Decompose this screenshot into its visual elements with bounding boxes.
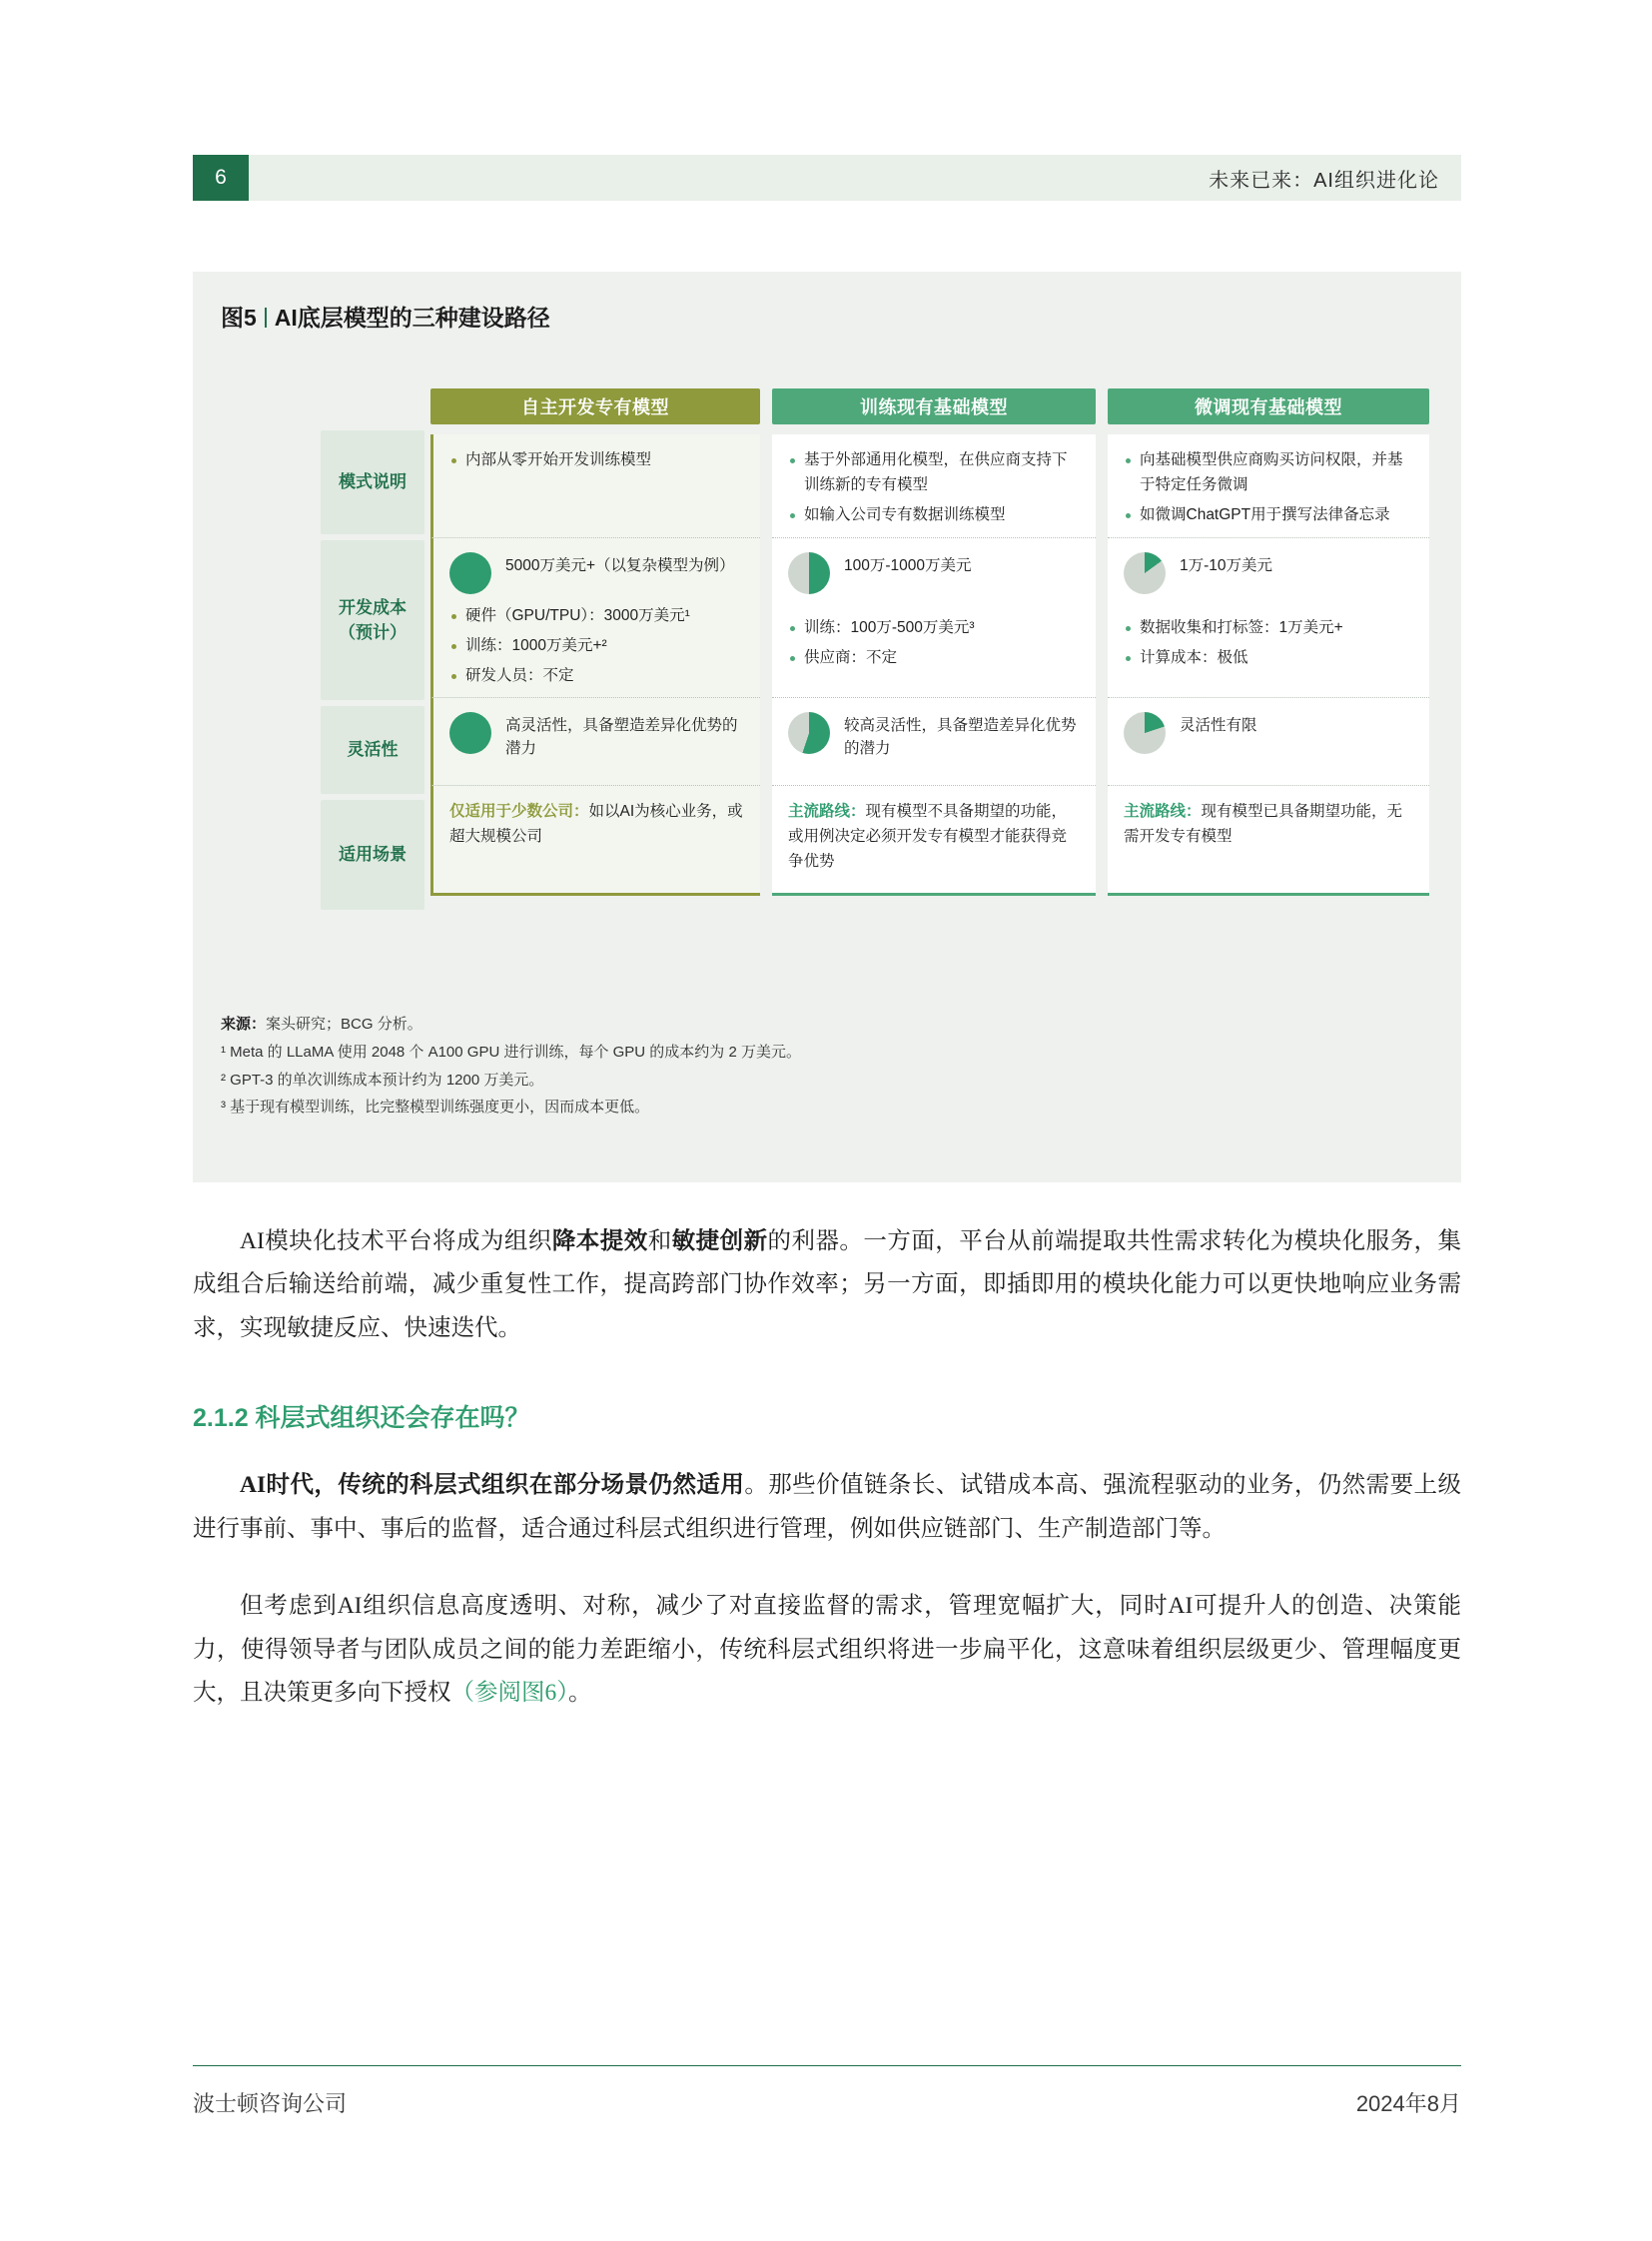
bullet: 数据收集和打标签：1万美元+ [1124,616,1413,641]
flex-label-2: 较高灵活性，具备塑造差异化优势的潜力 [844,717,1077,758]
row-label-scenario: 适用场景 [321,800,424,910]
section-heading: 2.1.2 科层式组织还会存在吗？ [193,1404,530,1433]
cell-description-2 [772,434,1096,538]
pie-chart-icon [1124,712,1166,754]
page-number: 6 [193,155,249,201]
table-body [430,434,1429,896]
row-label-column [321,388,424,916]
pie-chart-icon [449,552,491,594]
cell-cost-2 [772,538,1096,698]
caption-divider [265,308,267,328]
scenario-lead-3: 主流路线： [1124,803,1202,820]
row-label-cost: 开发成本 （预计） [321,540,424,700]
source-text: 案头研究；BCG 分析。 [266,1016,422,1033]
footer-date: 2024年8月 [1355,2091,1461,2116]
cell-flexibility-3 [1108,698,1429,786]
row-label-spacer [321,388,424,424]
cell-description-1 [430,434,760,538]
figure-table [339,388,1429,958]
bullet: 如微调ChatGPT用于撰写法律备忘录 [1124,503,1413,528]
p3-pre: 但考虑到AI组织信息高度透明、对称，减少了对直接监督的需求，管理宽幅扩大，同时AI可提升人的创造、决策能力，使得领导者与团队成员之间的能力差距缩小，传统科层式组织将进一步扁平化，这意味着组织层级更少、管理幅度更大，且决策更多向下授权 [193,1593,1461,1707]
cost-pie-label-1: 5000万美元+（以复杂模型为例） [505,557,735,574]
bullet: 研发人员：不定 [449,664,744,689]
pie-chart-icon [449,712,491,754]
cell-cost-1 [430,538,760,698]
scenario-text-2: 现有模型不具备期望的功能，或用例决定必须开发专有模型才能获得竞争优势 [788,803,1068,870]
figure-label: 图5 [221,305,257,331]
column-header-3: 微调现有基础模型 [1108,388,1429,424]
footnote-2: ² GPT-3 的单次训练成本预计约为 1200 万美元。 [221,1071,544,1089]
source-label: 来源： [221,1016,267,1033]
table-row [430,698,1429,786]
bullet: 内部从零开始开发训练模型 [449,448,744,473]
cell-cost-3 [1108,538,1429,698]
flex-label-3: 灵活性有限 [1180,717,1257,734]
figure-panel [193,272,1461,1182]
p2-post: 。那些价值链条长、试错成本高、强流程驱动的业务，仍然需要上级进行事前、事中、事后的监督，适合通过科层式组织进行管理，例如供应链部门、生产制造部门等。 [193,1472,1461,1542]
scenario-lead-2: 主流路线： [788,803,866,820]
pie-chart-icon [1124,552,1166,594]
figure-reference-link[interactable]: （参阅图6） [450,1680,568,1707]
bullet: 供应商：不定 [788,646,1080,671]
p2-bold: AI时代，传统的科层式组织在部分场景仍然适用 [240,1472,745,1499]
paragraph-2 [193,1464,1461,1551]
p1-bold-1: 降本提效 [551,1228,648,1254]
cell-scenario-3 [1108,786,1429,896]
cost-pie-label-2: 100万-1000万美元 [844,557,972,574]
p3-post: 。 [568,1680,592,1707]
cost-pie-label-3: 1万-10万美元 [1180,557,1273,574]
flex-pie-group-1 [449,712,744,761]
figure-caption [221,300,550,333]
bullet: 向基础模型供应商购买访问权限，并基于特定任务微调 [1124,448,1413,498]
table-row [430,434,1429,538]
paragraph-1 [193,1220,1461,1350]
header-title-bar [249,155,1461,201]
cell-scenario-2 [772,786,1096,896]
footer-divider [193,2065,1461,2066]
column-header-2: 训练现有基础模型 [772,388,1096,424]
page-header [193,155,1461,201]
bullet: 计算成本：极低 [1124,646,1413,671]
pie-chart-icon [788,552,830,594]
row-label-flexibility: 灵活性 [321,706,424,794]
body-content [193,1220,1461,1750]
cell-flexibility-1 [430,698,760,786]
flex-label-1: 高灵活性，具备塑造差异化优势的潜力 [505,717,738,758]
bullet: 训练：1000万美元+² [449,634,744,659]
table-row [430,786,1429,896]
column-header-1: 自主开发专有模型 [430,388,760,424]
document-title: 未来已来：AI组织进化论 [1209,169,1439,192]
bullet: 如输入公司专有数据训练模型 [788,503,1080,528]
page-footer [193,2087,1461,2118]
scenario-text-1: 如以AI为核心业务，或超大规模公司 [449,803,743,845]
cell-scenario-1 [430,786,760,896]
row-label-description: 模式说明 [321,430,424,534]
p1-pre: AI模块化技术平台将成为组织 [240,1228,552,1254]
bullet: 基于外部通用化模型，在供应商支持下训练新的专有模型 [788,448,1080,498]
cost-pie-group-3 [1124,552,1413,594]
p1-bold-2: 敏捷创新 [671,1228,768,1254]
cell-flexibility-2 [772,698,1096,786]
paragraph-3 [193,1585,1461,1715]
footer-company: 波士顿咨询公司 [193,2091,348,2116]
figure-title: AI底层模型的三种建设路径 [274,305,550,331]
source-line [221,1011,1419,1039]
flex-pie-group-3 [1124,712,1413,754]
flex-pie-group-2 [788,712,1080,761]
table-row [430,538,1429,698]
figure-source-notes [221,1011,1419,1121]
pie-chart-icon [788,712,830,754]
p1-post: 的利器。一方面，平台从前端提取共性需求转化为模块化服务，集成组合后输送给前端，减少重复性工作，提高跨部门协作效率；另一方面，即插即用的模块化能力可以更快地响应业务需求，实现敏捷反应、快速迭代。 [193,1228,1462,1341]
cost-pie-group-1 [449,552,744,594]
table-column-headers [430,388,1429,424]
cost-pie-group-2 [788,552,1080,594]
p1-mid: 和 [647,1228,672,1254]
footnote-1: ¹ Meta 的 LLaMA 使用 2048 个 A100 GPU 进行训练，每个 GPU 的成本约为 2 万美元。 [221,1043,801,1061]
footnote-3: ³ 基于现有模型训练，比完整模型训练强度更小，因而成本更低。 [221,1099,650,1117]
cell-description-3 [1108,434,1429,538]
scenario-lead-1: 仅适用于少数公司： [449,803,589,820]
bullet: 训练：100万-500万美元³ [788,616,1080,641]
bullet: 硬件（GPU/TPU）：3000万美元¹ [449,604,744,629]
scenario-text-3: 现有模型已具备期望功能，无需开发专有模型 [1124,803,1403,845]
